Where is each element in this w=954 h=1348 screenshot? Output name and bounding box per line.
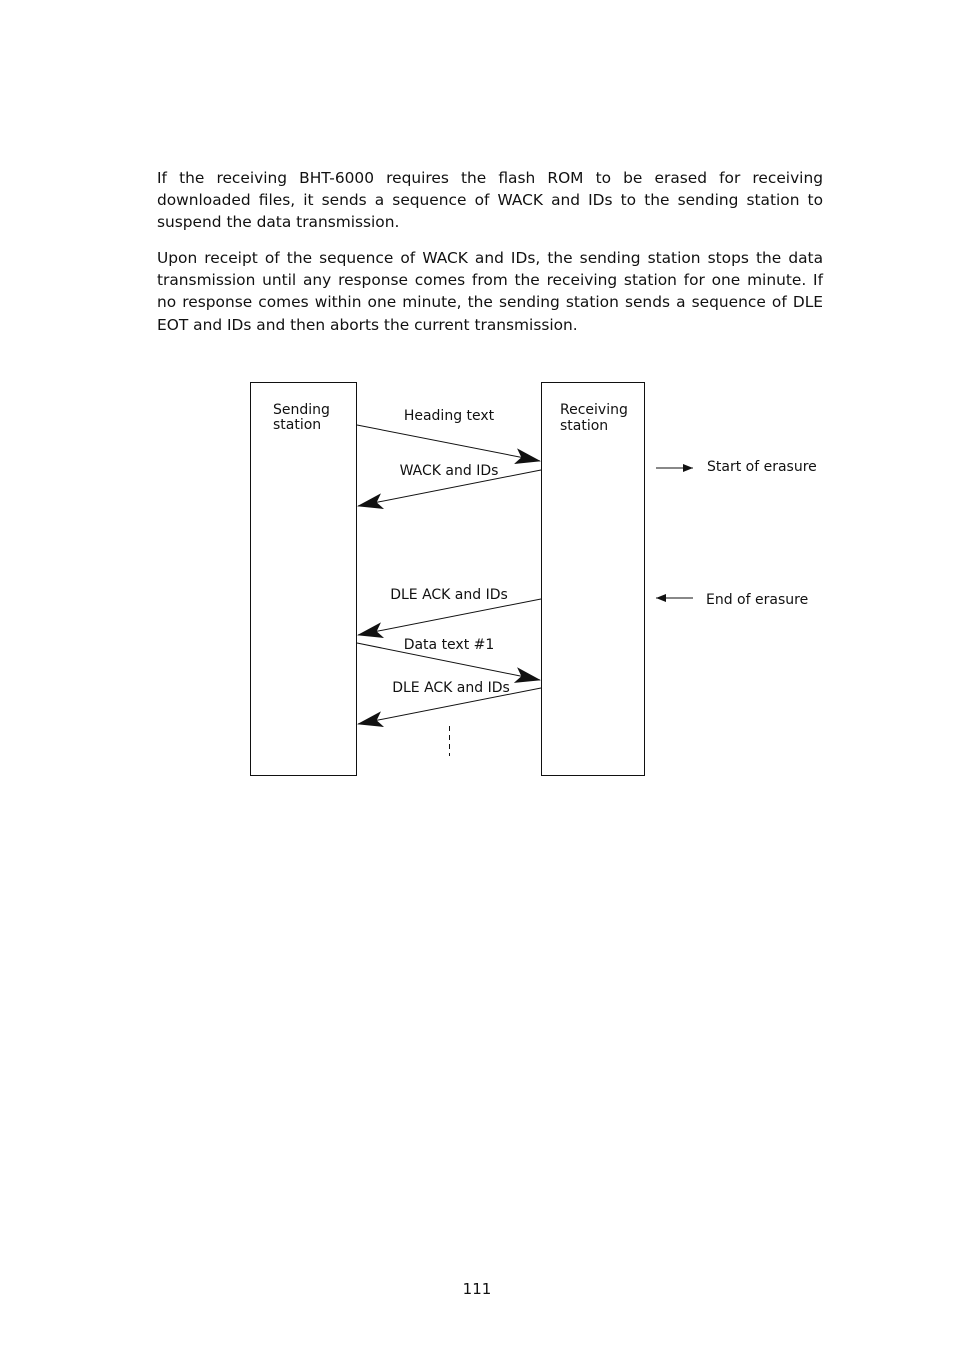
wack-label: WACK and IDs <box>399 463 499 479</box>
paragraph-response-timeout: Upon receipt of the sequence of WACK and IDs, the sending station stops the data transmission until any response comes from the receiving station for one minute. If no response comes within one minute, the sending station sends a sequence of DLE EOT and IDs and then aborts the current transmission. <box>157 249 823 334</box>
receiving-station-box <box>542 383 645 776</box>
data-text-label: Data text #1 <box>403 637 495 653</box>
heading-text-arrow <box>357 425 540 461</box>
page-number: 111 <box>462 1280 492 1298</box>
dle-ack-arrow-1 <box>358 599 541 635</box>
heading-text-label: Heading text <box>403 408 495 424</box>
paragraph-erase-request: If the receiving BHT-6000 requires the flash ROM to be erased for receiving downloaded files, it sends a sequence of WACK and IDs to the sending station to suspend the data transmission. <box>157 169 823 232</box>
sending-station-box <box>251 383 357 776</box>
end-erasure-label: End of erasure <box>706 592 809 608</box>
sending-station-label: Sending station <box>273 402 330 433</box>
dle-ack-label-1: DLE ACK and IDs <box>390 587 508 603</box>
start-erasure-label: Start of erasure <box>707 459 817 475</box>
receiving-station-label: Receiving station <box>560 402 628 434</box>
dle-ack-label-2: DLE ACK and IDs <box>392 680 510 696</box>
